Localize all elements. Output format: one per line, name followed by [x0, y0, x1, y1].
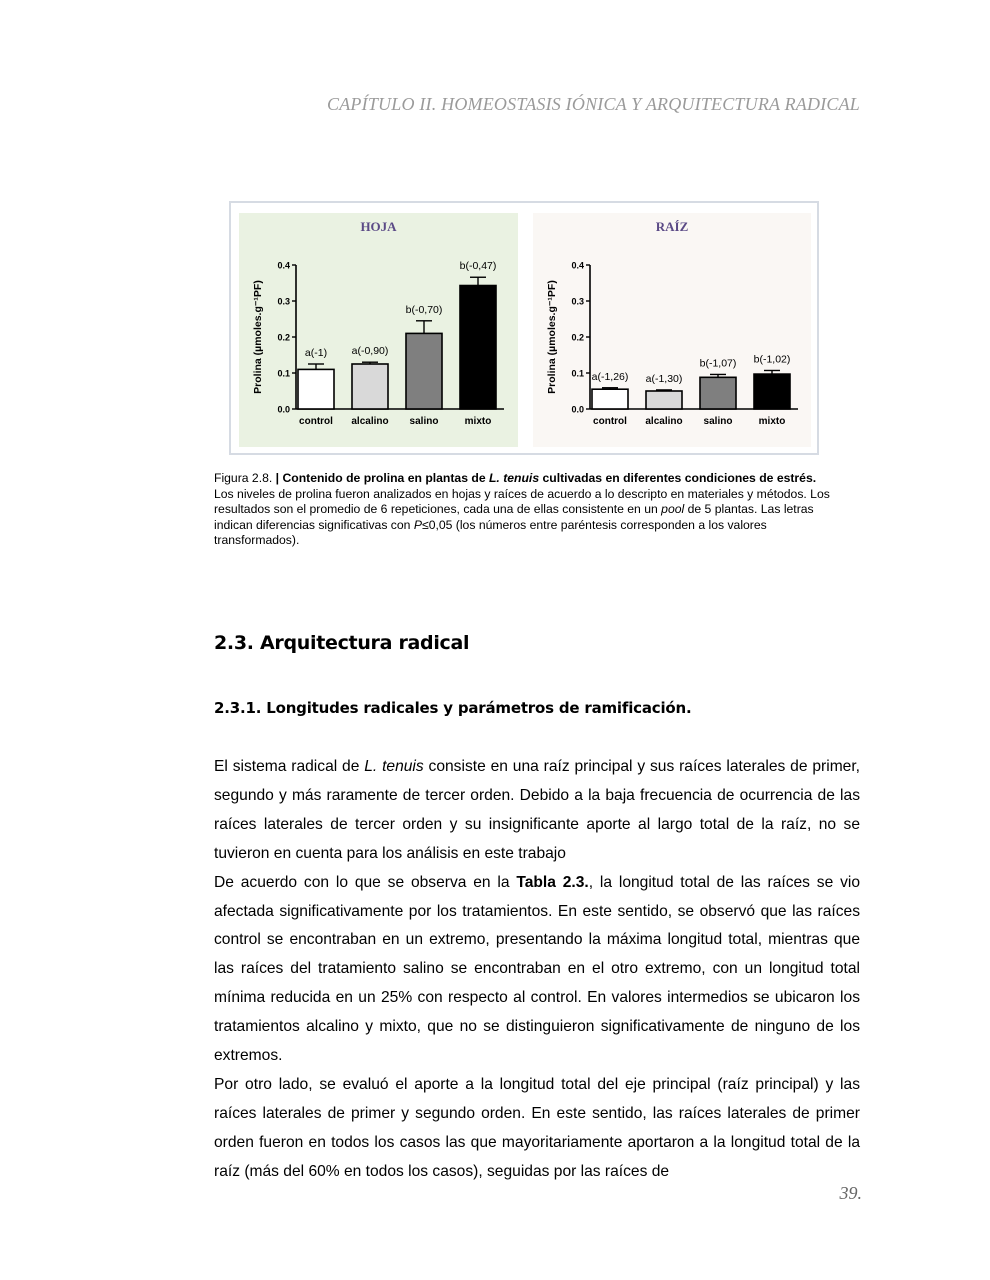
y-tick-label: 0.3 — [571, 296, 584, 307]
text-run: De acuerdo con lo que se observa en la — [214, 873, 517, 891]
bar — [460, 286, 496, 409]
bar — [352, 364, 388, 409]
chart-hoja — [239, 213, 518, 447]
running-header: CAPÍTULO II. HOMEOSTASIS IÓNICA Y ARQUITECTURA RADICAL — [327, 94, 860, 114]
data-label: a(-0,90) — [351, 345, 389, 358]
caption-p: P — [413, 517, 422, 532]
figure-2-8 — [229, 201, 819, 455]
y-tick-label: 0.3 — [277, 296, 290, 307]
y-tick-label: 0.4 — [571, 260, 584, 271]
x-tick-label: control — [299, 416, 333, 427]
bar — [406, 333, 442, 409]
data-label: b(-1,02) — [753, 353, 791, 366]
chart-raiz-panel — [533, 213, 811, 447]
body-text — [214, 753, 860, 1187]
x-tick-label: salino — [409, 416, 439, 427]
y-tick-label: 0.0 — [571, 404, 584, 415]
section-heading: 2.3. Arquitectura radical — [214, 632, 470, 654]
chart-raiz — [533, 213, 811, 447]
x-tick-label: alcalino — [351, 416, 389, 427]
caption-text-1: Los niveles de prolina fueron analizados en hojas y raíces de acuerdo a lo descripto en materiales y métodos. Los resultados son el promedio de 6 repeticiones, cada una de ellas consistente en un — [214, 486, 830, 517]
y-tick-label: 0.0 — [277, 404, 290, 415]
x-tick-label: alcalino — [645, 416, 683, 427]
page-number: 39. — [839, 1183, 862, 1203]
y-tick-label: 0.4 — [277, 260, 290, 271]
species-name: L. tenuis — [488, 471, 540, 485]
y-tick-label: 0.1 — [571, 368, 584, 379]
y-tick-label: 0.2 — [277, 332, 290, 343]
text-run: consiste en una raíz principal y sus raíces laterales de primer, segundo y más raramente de tercer orden. Debido a la baja frecuencia de ocurrencia de las raíces laterales de tercer orden y su insignificante aporte al largo total de la raíz, no se tuvieron en cuenta para los análisis en este trabajo — [214, 758, 861, 862]
caption-title-1: | Contenido de prolina en plantas de — [275, 471, 489, 485]
caption-title-2: cultivadas en diferentes condiciones de estrés. — [539, 471, 817, 485]
chart-title: RAÍZ — [655, 219, 689, 234]
paragraph — [214, 869, 860, 1071]
figure-caption — [214, 471, 834, 549]
figure-label: Figura 2.8. — [214, 471, 276, 485]
y-tick-label: 0.1 — [277, 368, 290, 379]
text-run: El sistema radical de — [214, 758, 365, 775]
bar — [700, 377, 736, 409]
species-name: L. tenuis — [364, 758, 424, 775]
data-label: a(-1,30) — [645, 372, 683, 385]
caption-text-2: de 5 plantas. Las letras indican diferencias significativas con — [214, 502, 814, 532]
table-reference: Tabla 2.3. — [516, 873, 589, 891]
caption-pool: pool — [661, 502, 685, 517]
y-tick-label: 0.2 — [571, 332, 584, 343]
paragraph — [214, 753, 860, 869]
data-label: b(-0,47) — [459, 260, 497, 273]
data-label: a(-1,26) — [591, 370, 629, 383]
data-label: a(-1) — [304, 347, 328, 359]
x-tick-label: mixto — [464, 416, 492, 427]
chart-hoja-panel — [239, 213, 518, 447]
text-run: , la longitud total de las raíces se vio afectada significativamente por los tratamientos. En este sentido, se observó que las raíces control se encontraban en un extremo, presentando la máxima longitud total, mientras que las raíces del tratamiento salino se encontraban en el otro extremo, con un longitud total mínima reducida en un 25% con respecto al control. En valores intermedios se ubicaron los tratamientos alcalino y mixto, que no se distinguieron significativamente de ninguno de los extremos. — [214, 873, 860, 1065]
caption-text-3: ≤0,05 (los números entre paréntesis corresponden a los valores transformados). — [214, 517, 767, 548]
y-axis-label: Prolina (µmoles.g⁻¹PF) — [252, 280, 264, 394]
bar — [646, 391, 682, 409]
x-tick-label: control — [593, 416, 627, 427]
bar — [298, 369, 334, 409]
data-label: b(-0,70) — [405, 303, 443, 316]
x-tick-label: salino — [703, 416, 733, 427]
y-axis-label: Prolina (µmoles.g⁻¹PF) — [546, 280, 558, 394]
paragraph: Por otro lado, se evaluó el aporte a la longitud total del eje principal (raíz principal) y las raíces laterales de primer y segundo orden. En este sentido, las raíces laterales de primer orden fueron en todos los casos las que mayoritariamente aportaron a la longitud total de la raíz (más del 60% en todos los casos), seguidas por las raíces de — [214, 1075, 860, 1180]
chart-title: HOJA — [360, 219, 397, 234]
x-tick-label: mixto — [758, 416, 786, 427]
subsection-heading: 2.3.1. Longitudes radicales y parámetros de ramificación. — [214, 699, 692, 717]
bar — [754, 374, 790, 409]
data-label: b(-1,07) — [699, 357, 737, 370]
bar — [592, 389, 628, 409]
